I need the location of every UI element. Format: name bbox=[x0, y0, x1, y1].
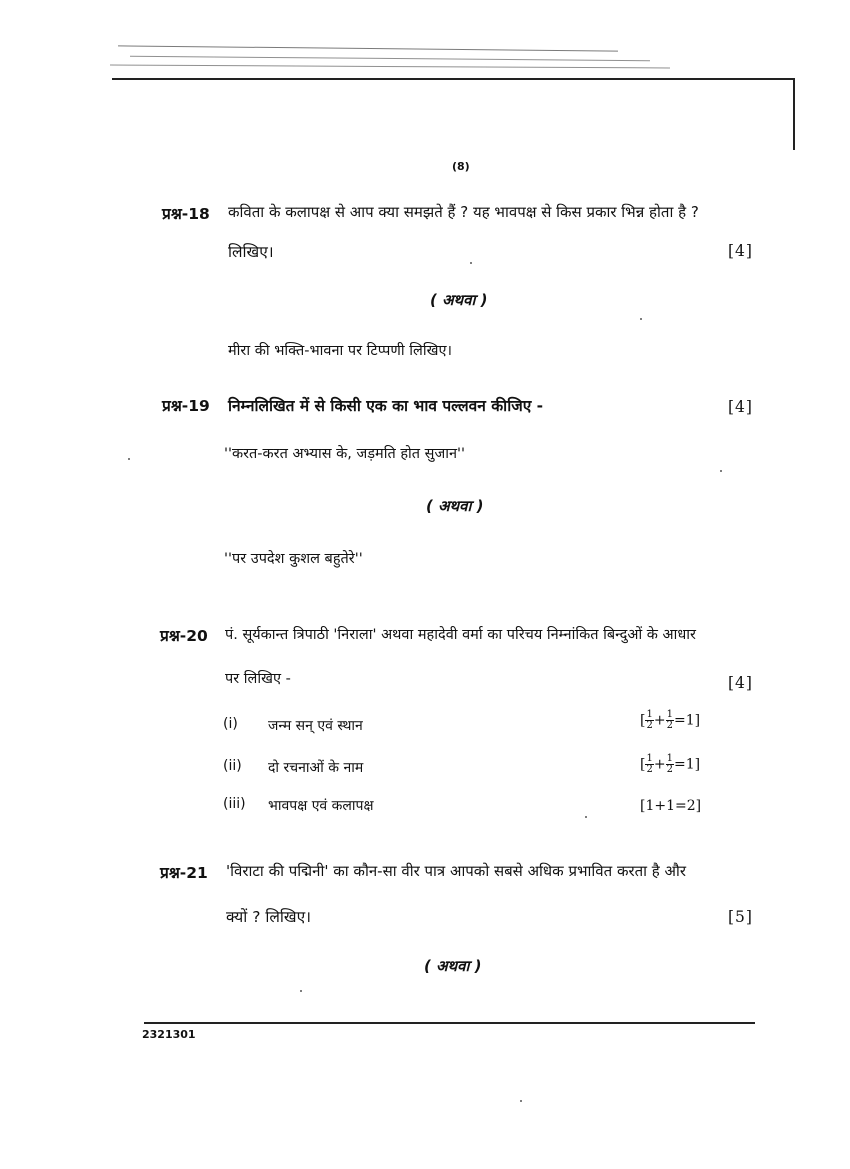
q20-marks: [4] bbox=[728, 674, 753, 692]
q21-text-line2: क्यों ? लिखिए। bbox=[226, 908, 312, 926]
scan-speckle bbox=[300, 990, 302, 992]
scan-speckle bbox=[585, 816, 587, 818]
q20-item-marks: [ $\frac{1}{2}$ + $\frac{1}{2}$ =1] bbox=[640, 753, 701, 775]
q18-alternative: मीरा की भक्ति-भावना पर टिप्पणी लिखिए। bbox=[228, 343, 452, 359]
q18-label: प्रश्न-18 bbox=[162, 205, 210, 223]
q19-quote-2: ''पर उपदेश कुशल बहुतेरे'' bbox=[224, 551, 363, 567]
q20-item-number: (ii) bbox=[223, 758, 242, 774]
header-scan-line bbox=[130, 56, 650, 62]
q20-text-line2: पर लिखिए - bbox=[225, 671, 291, 687]
q19-marks: [4] bbox=[728, 398, 753, 416]
q20-text-line1: पं. सूर्यकान्त त्रिपाठी 'निराला' अथवा महादेवी वर्मा का परिचय निम्नांकित बिन्दुओं के आधार bbox=[225, 627, 696, 643]
q18-marks: [4] bbox=[728, 242, 753, 260]
q18-text-line2: लिखिए। bbox=[228, 243, 274, 261]
q21-marks: [5] bbox=[728, 908, 753, 926]
q20-item-marks: [1+1=2] bbox=[640, 798, 702, 814]
q19-text: निम्नलिखित में से किसी एक का भाव पल्लवन कीजिए - bbox=[228, 397, 544, 415]
q20-item-marks: [ $\frac{1}{2}$ + $\frac{1}{2}$ =1] bbox=[640, 709, 701, 731]
q20-item-number: (iii) bbox=[223, 796, 246, 812]
scan-speckle bbox=[720, 470, 722, 472]
q18-or-label: ( अथवा ) bbox=[430, 291, 488, 309]
q21-label: प्रश्न-21 bbox=[160, 864, 208, 882]
footer-rule bbox=[144, 1022, 755, 1024]
q21-or-label: ( अथवा ) bbox=[424, 957, 482, 975]
header-scan-line bbox=[118, 45, 618, 51]
scan-speckle bbox=[470, 262, 472, 264]
q21-text-line1: 'विराटा की पद्मिनी' का कौन-सा वीर पात्र आपको सबसे अधिक प्रभावित करता है और bbox=[226, 862, 687, 880]
q20-item-text: दो रचनाओं के नाम bbox=[268, 760, 364, 776]
paper-code: 2321301 bbox=[142, 1028, 196, 1041]
scan-speckle bbox=[128, 458, 130, 460]
q20-label: प्रश्न-20 bbox=[160, 627, 208, 645]
header-border-top bbox=[112, 78, 794, 80]
q20-item-number: (i) bbox=[223, 716, 238, 732]
q19-label: प्रश्न-19 bbox=[162, 397, 210, 415]
page-number: (8) bbox=[452, 160, 470, 173]
q19-quote-1: ''करत-करत अभ्यास के, जड़मति होत सुजान'' bbox=[224, 446, 465, 462]
q20-item-text: भावपक्ष एवं कलापक्ष bbox=[268, 798, 374, 814]
scan-speckle bbox=[520, 1100, 522, 1102]
header-border-right bbox=[793, 78, 795, 150]
q18-text-line1: कविता के कलापक्ष से आप क्या समझते हैं ? यह भावपक्ष से किस प्रकार भिन्न होता है ? bbox=[228, 203, 699, 221]
header-scan-line bbox=[110, 65, 670, 69]
q20-item-text: जन्म सन् एवं स्थान bbox=[268, 718, 363, 734]
q19-or-label: ( अथवा ) bbox=[426, 497, 484, 515]
scan-speckle bbox=[640, 318, 642, 320]
